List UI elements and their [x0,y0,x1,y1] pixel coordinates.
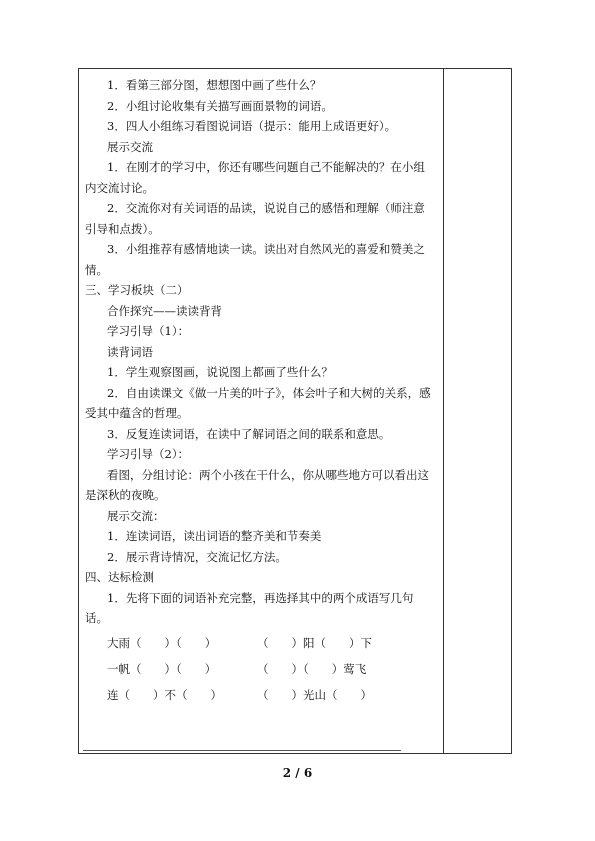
text-line: 1．看第三部分图，想想图中画了些什么？ [107,78,322,92]
text-paragraph: 看图，分组讨论：两个小孩在干什么，你从哪些地方可以看出这是深秋的夜晚。 [85,467,429,502]
fill-blank-item: （ ）（ ）莺飞 [257,661,367,676]
section-subheading: 学习引导（2）： [107,447,190,461]
text-paragraph: 2．交流你对有关词语的品读，说说自己的感悟和理解（师注意引导和点拨）。 [85,201,425,236]
column-divider [443,69,444,753]
fill-blank-row [85,633,435,655]
fill-blank-row [85,685,435,707]
text-paragraph: 1．先将下面的词语补充完整，再选择其中的两个成语写几句话。 [85,590,414,625]
text-line: 3．反复连读词语，在读中了解词语之间的联系和意思。 [107,426,391,441]
fill-blank-item: 大雨（ ）（ ） [107,635,217,650]
fill-blank-item: 连（ ）不（ ） [107,687,222,702]
text-line: 1．学生观察图画，说说图上都画了些什么？ [107,365,333,379]
text-line: 2．展示背诗情况，交流记忆方法。 [107,549,287,564]
text-paragraph: 1．在刚才的学习中，你还有哪些问题自己不能解决的？在小组内交流讨论。 [85,160,425,195]
text-paragraph: 3．小组推荐有感情地读一读。读出对自然风光的喜爱和赞美之情。 [85,242,425,277]
fill-blank-row [85,659,435,681]
text-line: 1．连读词语，读出词语的整齐美和节奏美 [107,529,322,543]
lesson-table [78,68,512,754]
page-number: 2 / 6 [282,766,313,780]
section-heading: 四、达标检测 [85,570,154,584]
fill-blank-item: （ ）阳（ ）下 [257,635,372,650]
writing-rule-line [83,750,401,751]
fill-blank-item: （ ）光山（ ） [257,687,372,702]
text-paragraph: 2．自由读课文《做一片美的叶子》，体会叶子和大树的关系，感受其中蕴含的哲理。 [85,385,431,420]
text-line: 2．小组讨论收集有关描写画面景物的词语。 [107,98,333,113]
lesson-content [85,75,435,707]
fill-blank-item: 一帆（ ）（ ） [107,661,217,676]
section-heading: 三、学习板块（二） [85,283,189,297]
section-subheading: 合作探究——读读背背 [107,303,222,318]
section-subheading: 展示交流 [107,139,153,154]
section-subheading: 读背词语 [107,344,153,359]
section-subheading: 学习引导（1）： [107,324,190,338]
text-line: 3．四人小组练习看图说词语（提示：能用上成语更好）。 [107,119,397,133]
section-subheading: 展示交流： [107,508,165,523]
